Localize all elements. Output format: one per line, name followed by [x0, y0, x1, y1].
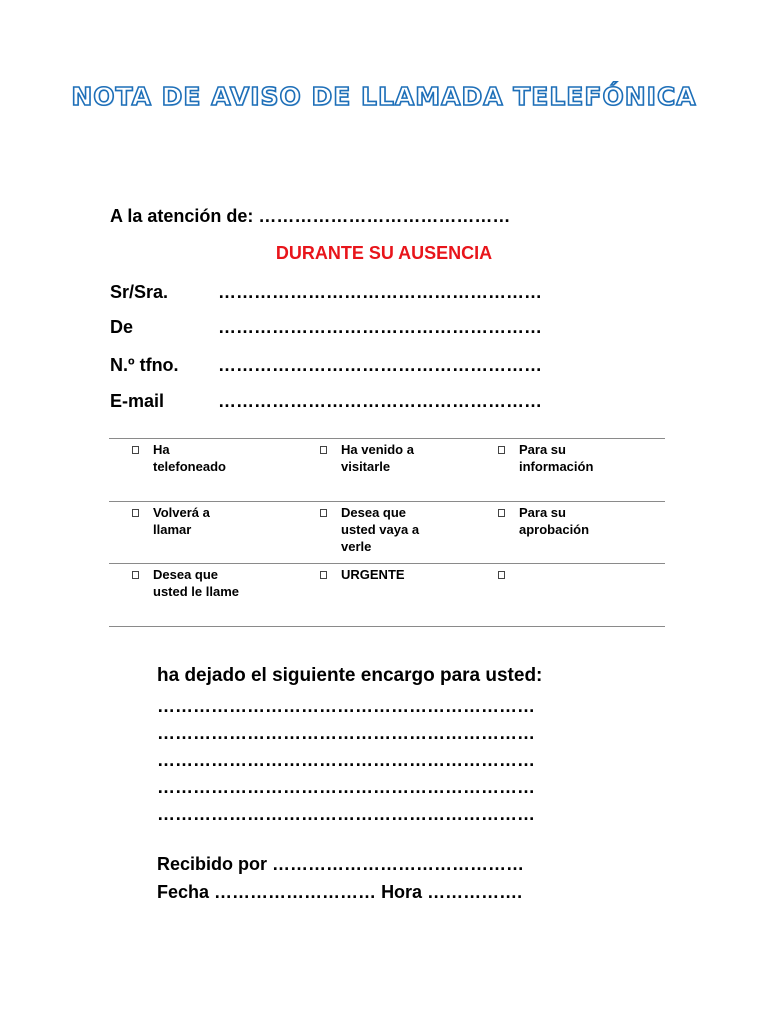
checkbox-icon[interactable] [320, 446, 327, 454]
date-label: Fecha [157, 882, 210, 902]
received-by-label: Recibido por [157, 854, 268, 874]
checkbox-icon[interactable] [132, 571, 139, 579]
checkbox-option[interactable] [297, 566, 475, 583]
message-intro: ha dejado el siguiente encargo para usted: [157, 665, 543, 686]
checkbox-icon[interactable] [498, 446, 505, 454]
date-time-field [157, 882, 522, 903]
checkbox-option[interactable] [109, 566, 297, 600]
field-label: E-mail [110, 391, 165, 411]
checkbox-label: Desea que usted le llame [153, 567, 239, 599]
field-label: N.º tfno. [110, 355, 179, 375]
checkbox-label: Para su información [519, 442, 594, 474]
attention-dots[interactable]: …………………………………… [258, 206, 511, 226]
attention-field [110, 206, 510, 227]
field-dots[interactable]: ……………………………………………… [218, 391, 542, 411]
document-title: NOTA DE AVISO DE LLAMADA TELEFÓNICA [71, 82, 697, 111]
message-line[interactable]: ……………………………………………………… [157, 750, 535, 770]
hour-dots[interactable]: ……………. [427, 882, 523, 902]
message-line[interactable]: ……………………………………………………… [157, 804, 535, 824]
options-table [109, 438, 665, 627]
field-label: Sr/Sra. [110, 282, 169, 302]
checkbox-option[interactable] [475, 504, 665, 538]
message-line[interactable]: ……………………………………………………… [157, 777, 535, 797]
hour-label: Hora [381, 882, 423, 902]
received-by-dots[interactable]: …………………………………… [272, 854, 525, 874]
checkbox-label: Ha telefoneado [153, 442, 226, 474]
checkbox-label: Para su aprobación [519, 505, 590, 537]
checkbox-option[interactable] [297, 504, 475, 555]
checkbox-option[interactable] [109, 441, 297, 475]
checkbox-option[interactable] [297, 441, 475, 475]
checkbox-label: Desea que usted vaya a verle [341, 505, 420, 554]
received-by-field [157, 854, 524, 875]
field-dots[interactable]: ……………………………………………… [218, 282, 542, 302]
checkbox-label: URGENTE [341, 567, 405, 582]
checkbox-option[interactable] [475, 441, 665, 475]
options-row [109, 564, 665, 627]
date-dots[interactable]: ……………………… [214, 882, 377, 902]
checkbox-icon[interactable] [498, 571, 505, 579]
message-line[interactable]: ……………………………………………………… [157, 696, 535, 716]
checkbox-option[interactable] [475, 566, 665, 579]
field-dots[interactable]: ……………………………………………… [218, 317, 542, 337]
attention-label: A la atención de: [110, 206, 254, 226]
checkbox-label: Ha venido a visitarle [341, 442, 414, 474]
options-row [109, 502, 665, 564]
checkbox-icon[interactable] [132, 509, 139, 517]
section-subtitle: DURANTE SU AUSENCIA [275, 243, 493, 263]
checkbox-icon[interactable] [320, 509, 327, 517]
checkbox-icon[interactable] [132, 446, 139, 454]
message-line[interactable]: ……………………………………………………… [157, 723, 535, 743]
checkbox-option[interactable] [109, 504, 297, 538]
checkbox-icon[interactable] [320, 571, 327, 579]
checkbox-label: Volverá a llamar [153, 505, 210, 537]
checkbox-icon[interactable] [498, 509, 505, 517]
options-row [109, 439, 665, 502]
field-dots[interactable]: ……………………………………………… [218, 355, 542, 375]
field-label: De [110, 317, 134, 337]
